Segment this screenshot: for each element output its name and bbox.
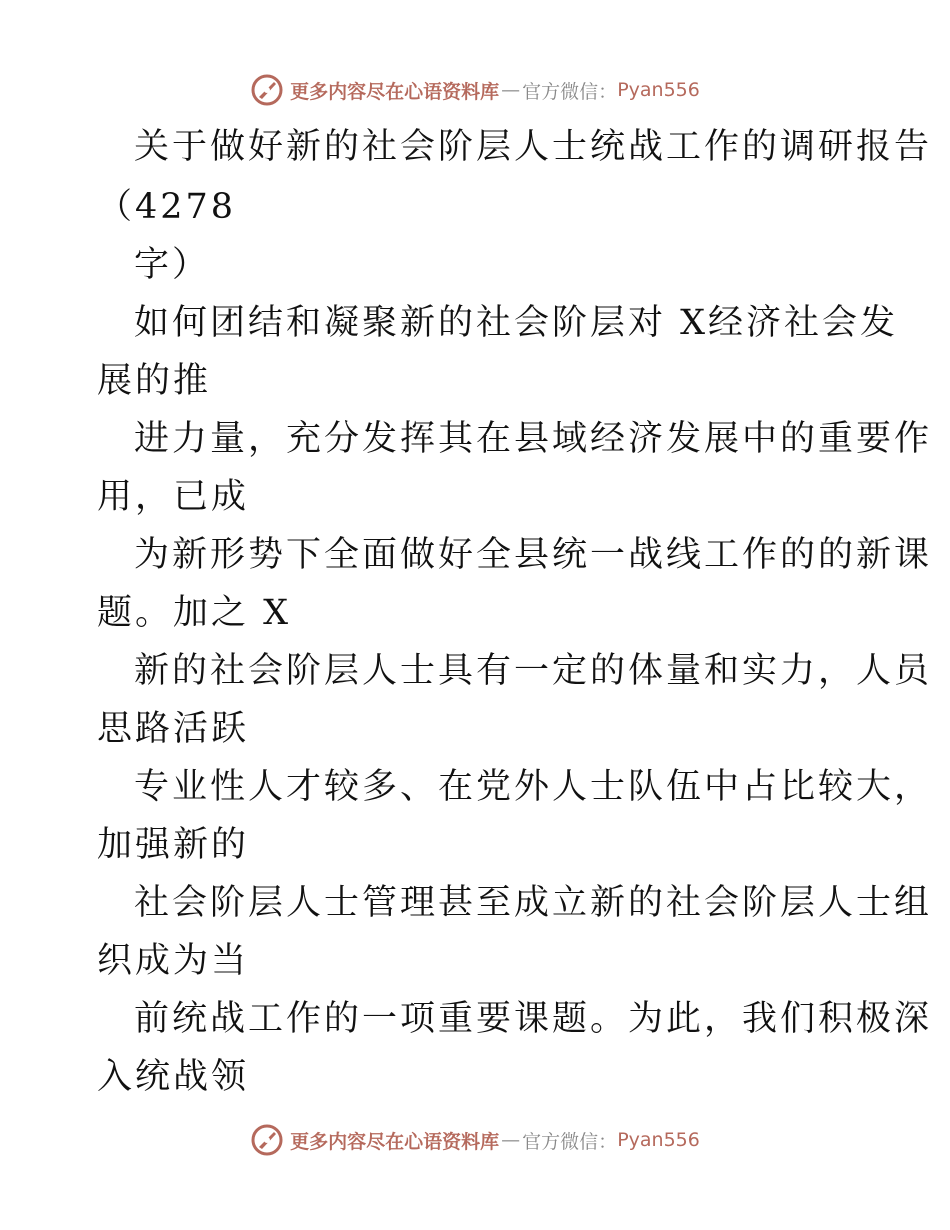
watermark-wechat-id: Pyan556 bbox=[617, 1129, 700, 1151]
document-line: 前统战工作的一项重要课题。为此，我们积极深 bbox=[134, 999, 933, 1039]
document-line: 社会阶层人士管理甚至成立新的社会阶层人士组 bbox=[134, 883, 933, 923]
document-line: 织成为当 bbox=[97, 941, 250, 981]
document-line: 进力量，充分发挥其在县域经济发展中的重要作 bbox=[134, 419, 933, 459]
document-line: 专业性人才较多、在党外人士队伍中占比较大， bbox=[134, 767, 933, 807]
quill-logo-icon bbox=[250, 73, 284, 107]
watermark-official-label: 官方微信： bbox=[522, 1130, 618, 1153]
watermark-dash: — bbox=[501, 79, 521, 101]
document-line: 题。加之 X bbox=[97, 593, 292, 633]
header-watermark bbox=[0, 70, 950, 110]
watermark-dash: — bbox=[501, 1129, 521, 1151]
document-line: 为新形势下全面做好全县统一战线工作的的新课 bbox=[134, 535, 933, 575]
watermark-main-text: 更多内容尽在心语资料库 bbox=[290, 1130, 500, 1153]
document-line: 用，已成 bbox=[97, 477, 250, 517]
document-line: 展的推 bbox=[97, 361, 212, 401]
watermark-wechat-id: Pyan556 bbox=[617, 79, 700, 101]
document-line: （4278 bbox=[97, 187, 237, 227]
footer-watermark bbox=[0, 1120, 950, 1160]
document-line: 入统战领 bbox=[97, 1057, 250, 1097]
quill-logo-icon bbox=[250, 1123, 284, 1157]
watermark-main-text: 更多内容尽在心语资料库 bbox=[290, 80, 500, 103]
document-line: 新的社会阶层人士具有一定的体量和实力，人员 bbox=[134, 651, 933, 691]
document-line: 思路活跃 bbox=[97, 709, 250, 749]
document-title: 关于做好新的社会阶层人士统战工作的调研报告 bbox=[134, 127, 933, 167]
document-line: 加强新的 bbox=[97, 825, 250, 865]
document-line: 字） bbox=[134, 245, 211, 285]
document-line: 如何团结和凝聚新的社会阶层对 X经济社会发 bbox=[134, 303, 899, 343]
watermark-official-label: 官方微信： bbox=[522, 80, 618, 103]
